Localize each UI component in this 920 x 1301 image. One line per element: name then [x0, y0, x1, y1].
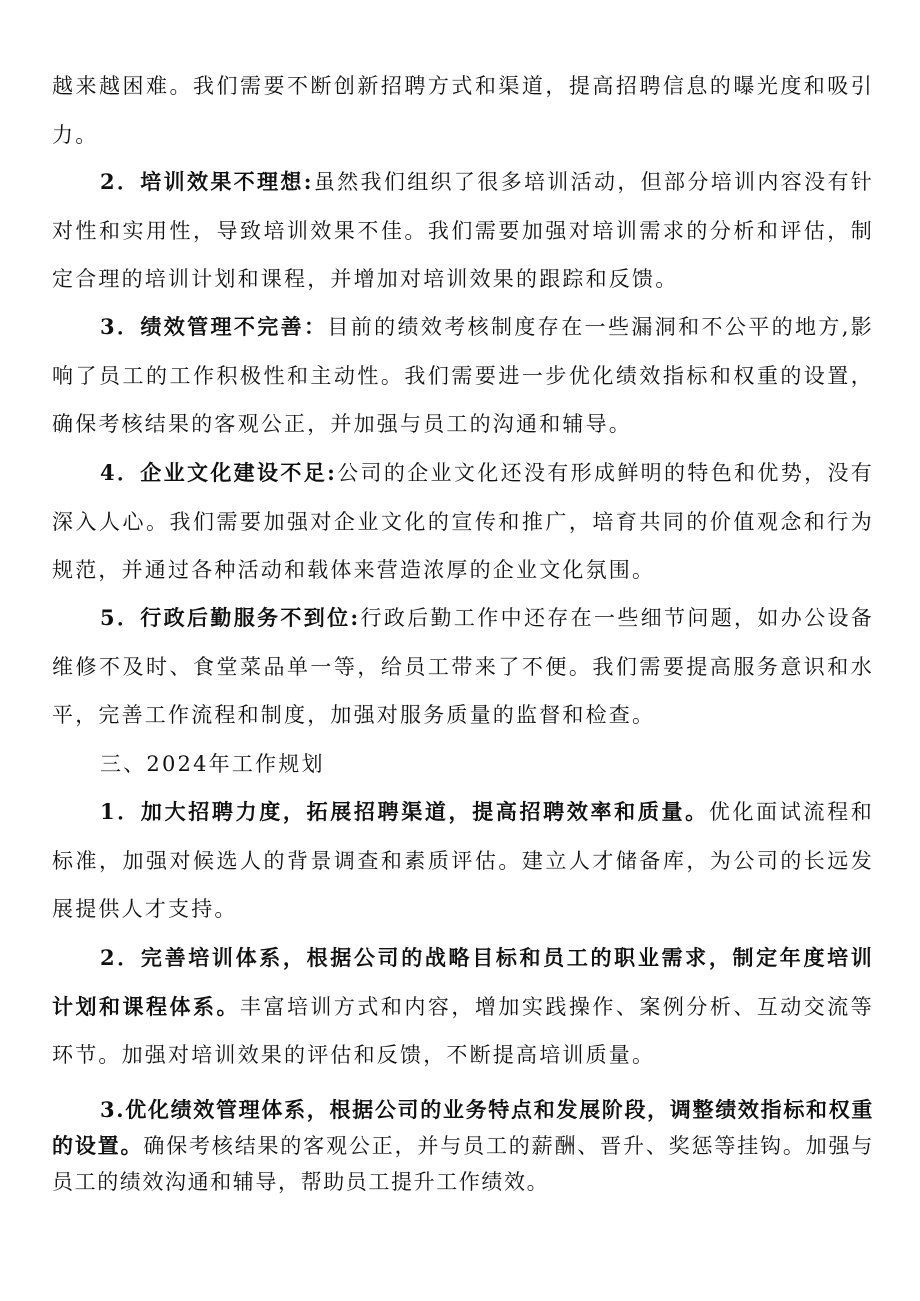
paragraph-heading: 3.优化绩效管理体系，根据公司的业务特点和发展阶段，调整绩效指标和权重的设置。 — [52, 1097, 874, 1158]
paragraph-text: 虽然我们组织了很多培训活动，但部分培训内容没有针对性和实用性，导致培训效果不佳。我们需要加强对培训需求的分析和评估，制定合理的培训计划和课程，并增加对培训效果的跟踪和反馈。 — [52, 170, 874, 291]
paragraph-heading: 2．完善培训体系，根据公司的战略目标和员工的职业需求，制定年度培训计划和课程体系。 — [52, 945, 874, 1019]
paragraph-plan-performance — [52, 1092, 874, 1200]
paragraph-text: 丰富培训方式和内容，增加实践操作、案例分析、互动交流等环节。加强对培训效果的评估和反馈，不断提高培训质量。 — [52, 994, 874, 1067]
paragraph-plan-recruitment — [52, 788, 874, 934]
paragraph-heading: 2．培训效果不理想: — [100, 169, 314, 194]
paragraph-text: 行政后勤工作中还存在一些细节问题，如办公设备维修不及时、食堂菜品单一等，给员工带来了不便。我们需要提高服务意识和水平，完善工作流程和制度，加强对服务质量的监督和检查。 — [52, 606, 874, 727]
paragraph-plan-training — [52, 934, 874, 1080]
paragraph-issue-logistics — [52, 594, 874, 740]
paragraph-issue-culture — [52, 449, 874, 595]
paragraph-heading: 3．绩效管理不完善： — [100, 314, 328, 339]
paragraph-heading: 5．行政后勤服务不到位: — [100, 605, 361, 630]
paragraph-heading: 4．企业文化建设不足: — [100, 460, 338, 485]
paragraph-issue-training — [52, 158, 874, 304]
paragraph-continuation — [52, 62, 874, 159]
section-heading — [52, 740, 874, 789]
paragraph-issue-performance — [52, 303, 874, 449]
paragraph-text: 公司的企业文化还没有形成鲜明的特色和优势，没有深入人心。我们需要加强对企业文化的宣传和推广，培育共同的价值观念和行为规范，并通过各种活动和载体来营造浓厚的企业文化氛围。 — [52, 461, 874, 582]
paragraph-text: 优化面试流程和标准，加强对候选人的背景调查和素质评估。建立人才储备库，为公司的长远发展提供人才支持。 — [52, 800, 874, 921]
section-title: 三、2024年工作规划 — [100, 752, 325, 776]
paragraph-heading: 1．加大招聘力度，拓展招聘渠道，提高招聘效率和质量。 — [100, 799, 709, 824]
paragraph-text: 确保考核结果的客观公正，并与员工的薪酬、晋升、奖惩等挂钩。加强与员工的绩效沟通和辅导，帮助员工提升工作绩效。 — [52, 1134, 874, 1194]
paragraph-text: 目前的绩效考核制度存在一些漏洞和不公平的地方,影响了员工的工作积极性和主动性。我们需要进一步优化绩效指标和权重的设置，确保考核结果的客观公正，并加强与员工的沟通和辅导。 — [52, 315, 874, 436]
paragraph-text: 越来越困难。我们需要不断创新招聘方式和渠道，提高招聘信息的曝光度和吸引力。 — [52, 74, 874, 147]
